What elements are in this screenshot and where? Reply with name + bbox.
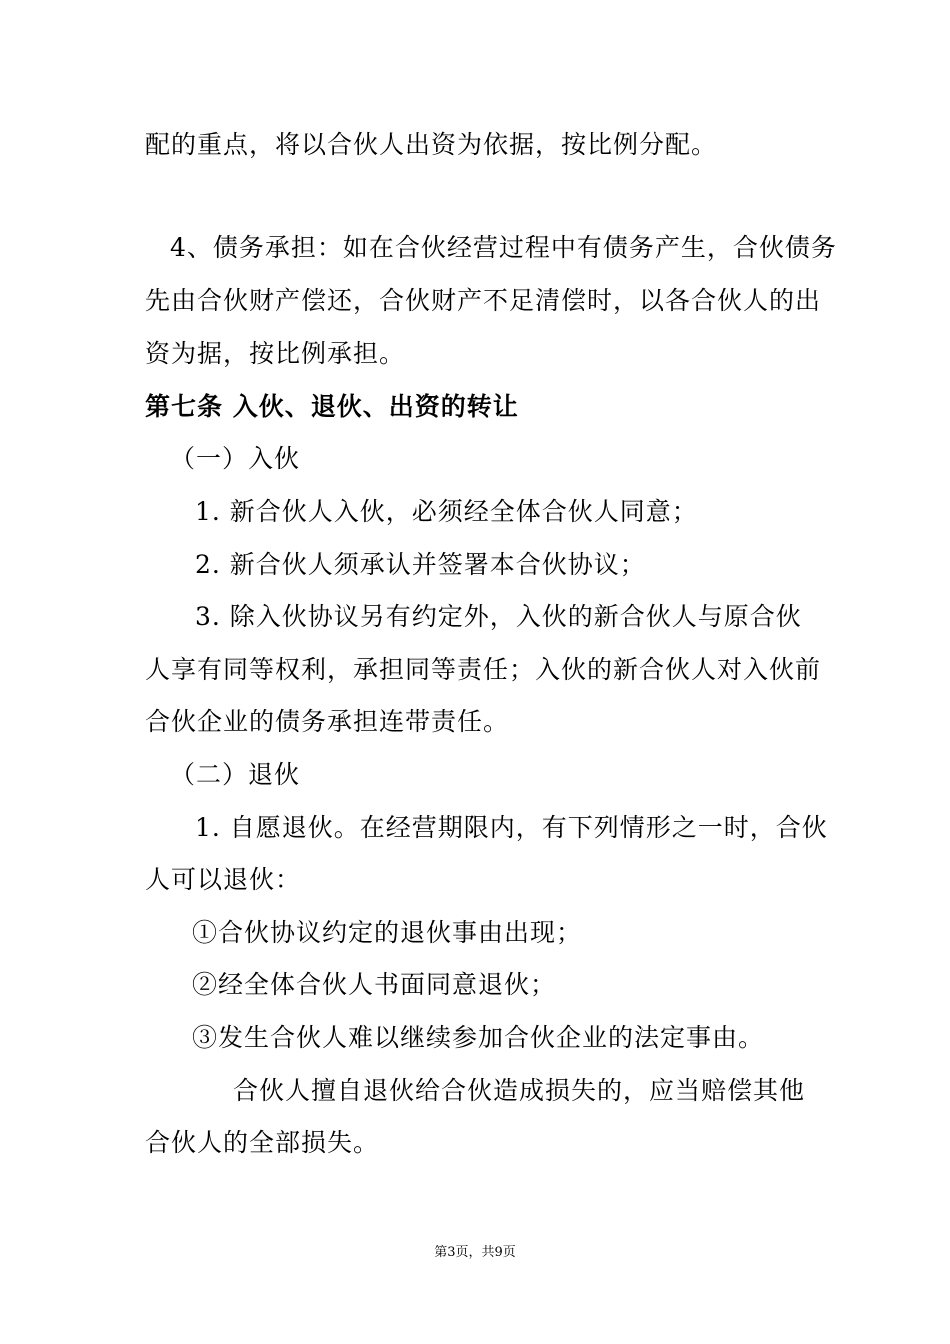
paragraph-line: 先由合伙财产偿还，合伙财产不足清偿时，以各合伙人的出 [145,286,822,315]
paragraph-line: 合伙人的全部损失。 [145,1128,380,1157]
page-footer: 第3页，共9页 [434,1245,516,1260]
list-item: ③发生合伙人难以继续参加合伙企业的法定事由。 [192,1023,765,1052]
paragraph-line: 人可以退伙： [145,865,302,894]
list-item: 1. 新合伙人入伙，必须经全体合伙人同意； [195,497,698,526]
list-item: 2. 新合伙人须承认并签署本合伙协议； [195,550,646,579]
paragraph-line: 合伙人擅自退伙给合伙造成损失的，应当赔偿其他 [233,1076,806,1105]
list-item: ①合伙协议约定的退伙事由出现； [192,918,583,947]
paragraph-line: 资为据，按比例承担。 [145,339,406,368]
paragraph-line: 4、债务承担：如在合伙经营过程中有债务产生，合伙债务 [170,233,837,262]
paragraph-line: 人享有同等权利，承担同等责任；入伙的新合伙人对入伙前 [145,655,822,684]
paragraph-line: 合伙企业的债务承担连带责任。 [145,707,510,736]
list-item: 1. 自愿退伙。在经营期限内，有下列情形之一时，合伙 [195,813,828,842]
subsection-heading: （一）入伙 [170,444,301,473]
paragraph-line: 配的重点，将以合伙人出资为依据，按比例分配。 [145,130,718,159]
list-item: 3. 除入伙协议另有约定外，入伙的新合伙人与原合伙 [195,602,802,631]
subsection-heading: （二）退伙 [170,760,301,789]
list-item: ②经全体合伙人书面同意退伙； [192,970,557,999]
section-heading: 第七条 入伙、退伙、出资的转让 [145,392,519,421]
